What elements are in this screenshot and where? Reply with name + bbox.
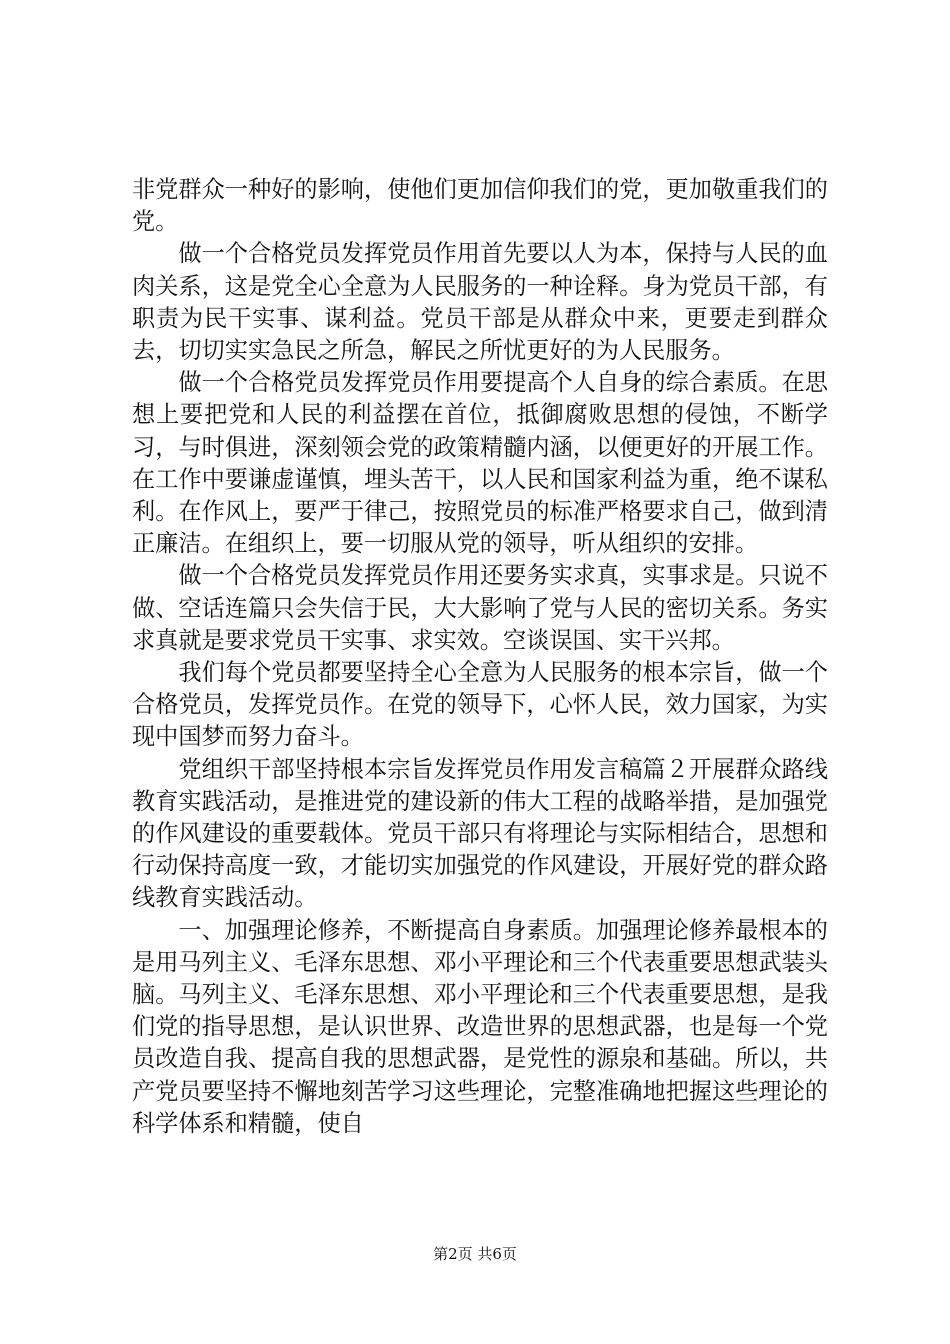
- paragraph-theory-cultivation: 一、加强理论修养，不断提高自身素质。加强理论修养最根本的是用马列主义、毛泽东思想、邓小平理论和三个代表重要思想武装头脑。马列主义、毛泽东思想、邓小平理论和三个代表重要思想，是我们党的指导思想，是认识世界、改造世界的思想武器，也是每一个党员改造自我、提高自我的思想武器，是党性的源泉和基础。所以，共产党员要坚持不懈地刻苦学习这些理论，完整准确地把握这些理论的科学体系和精髓，使自: [132, 916, 828, 1137]
- paragraph-continuation: 非党群众一种好的影响，使他们更加信仰我们的党，更加敬重我们的党。: [132, 176, 828, 236]
- paragraph-conclusion: 我们每个党员都要坚持全心全意为人民服务的根本宗旨，做一个合格党员，发挥党员作。在党的领导下，心怀人民，效力国家，为实现中国梦而努力奋斗。: [132, 659, 828, 751]
- paragraph-pragmatism: 做一个合格党员发挥党员作用还要务实求真，实事求是。只说不做、空话连篇只会失信于民，大大影响了党与人民的密切关系。务实求真就是要求党员干实事、求实效。空谈误国、实干兴邦。: [132, 562, 828, 654]
- document-body: [132, 174, 828, 1140]
- paragraph-article-two-intro: 党组织干部坚持根本宗旨发挥党员作用发言稿篇２开展群众路线教育实践活动，是推进党的建设新的伟大工程的战略举措，是加强党的作风建设的重要载体。党员干部只有将理论与实际相结合，思想和行动保持高度一致，才能切实加强党的作风建设，开展好党的群众路线教育实践活动。: [132, 755, 828, 912]
- page-number-footer: 第2页 共6页: [433, 1245, 517, 1263]
- paragraph-people-oriented: 做一个合格党员发挥党员作用首先要以人为本，保持与人民的血肉关系，这是党全心全意为人民服务的一种诠释。身为党员干部，有职责为民干实事、谋利益。党员干部是从群众中来，更要走到群众去，切切实实急民之所急，解民之所忧更好的为人民服务。: [132, 240, 828, 365]
- paragraph-personal-quality: 做一个合格党员发挥党员作用要提高个人自身的综合素质。在思想上要把党和人民的利益摆在首位，抵御腐败思想的侵蚀，不断学习，与时俱进，深刻领会党的政策精髓内涵，以便更好的开展工作。在工作中要谦虚谨慎，埋头苦干，以人民和国家利益为重，绝不谋私利。在作风上，要严于律己，按照党员的标准严格要求自己，做到清正廉洁。在组织上，要一切服从党的领导，听从组织的安排。: [132, 369, 828, 558]
